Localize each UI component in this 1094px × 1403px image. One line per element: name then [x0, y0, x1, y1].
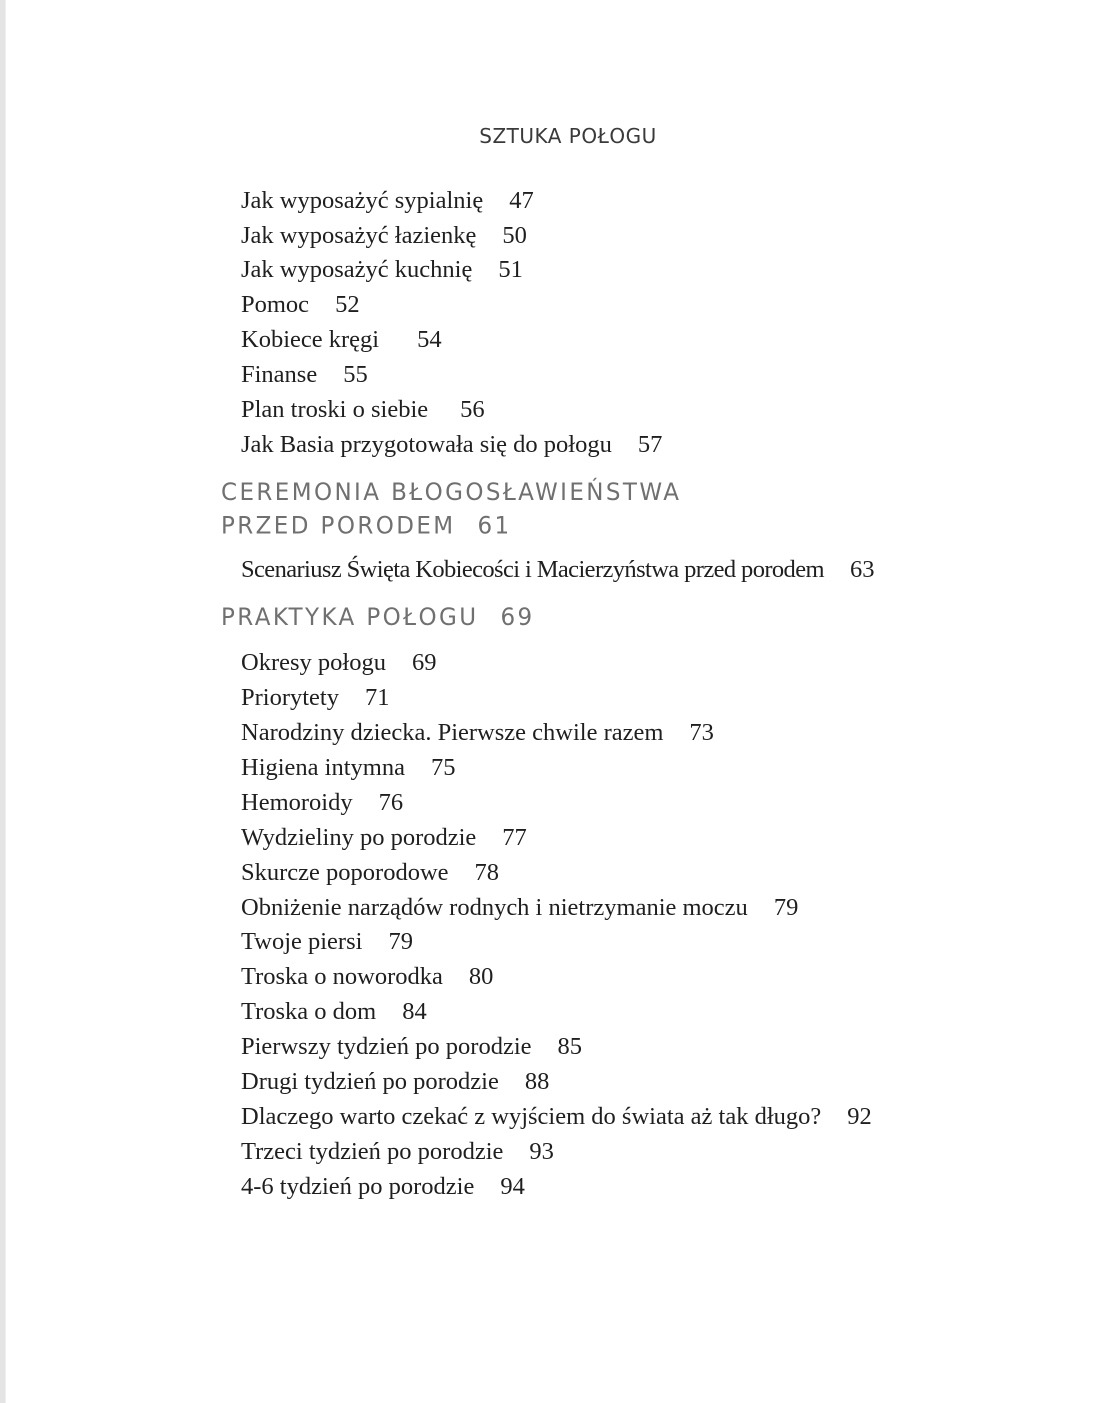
toc-entry-title: Higiena intymna: [241, 754, 405, 781]
toc-entry-title: Troska o noworodka: [241, 963, 443, 990]
toc-entry-page: 84: [402, 998, 427, 1025]
toc-entry[interactable]: [241, 430, 662, 460]
toc-entry-title: Trzeci tydzień po porodzie: [241, 1138, 504, 1165]
toc-entry-page: 63: [849, 556, 875, 583]
toc-entry-page: 80: [468, 963, 494, 990]
toc-entry-title: Finanse: [241, 361, 318, 388]
toc-entry-page: 85: [557, 1033, 583, 1060]
toc-entry-page: 54: [417, 326, 442, 353]
toc-entry[interactable]: [241, 1032, 582, 1062]
toc-entry-page: 77: [502, 824, 527, 851]
toc-entry-title: Jak Basia przygotowała się do połogu: [241, 431, 612, 458]
toc-entry[interactable]: [241, 648, 436, 678]
section-heading-page: 61: [477, 512, 512, 541]
toc-entry-title: Kobiece kręgi: [241, 326, 380, 353]
toc-entry[interactable]: [241, 927, 413, 957]
toc-entry[interactable]: [241, 290, 360, 320]
toc-entry-title: Pomoc: [241, 291, 310, 318]
toc-entry-page: 50: [502, 222, 527, 249]
toc-entry-title: Priorytety: [241, 684, 339, 711]
toc-entry-title: Jak wyposażyć sypialnię: [241, 187, 484, 214]
toc-entry[interactable]: [241, 325, 442, 355]
toc-entry[interactable]: [241, 893, 798, 923]
toc-entry[interactable]: [241, 186, 534, 216]
toc-entry-title: Okresy połogu: [241, 649, 386, 676]
toc-entry-title: Scenariusz Święta Kobiecości i Macierzyństwa przed porodem: [241, 556, 824, 583]
section-heading-ceremonia[interactable]: [221, 476, 681, 543]
toc-entry-page: 52: [335, 291, 360, 318]
toc-entry-page: 92: [847, 1103, 872, 1130]
toc-entry-title: Obniżenie narządów rodnych i nietrzymanie moczu: [241, 894, 748, 921]
toc-entry-title: Troska o dom: [241, 998, 377, 1025]
toc-entry[interactable]: [241, 1172, 525, 1202]
toc-entry[interactable]: [241, 718, 714, 748]
running-head: SZTUKA POŁOGU: [479, 124, 657, 148]
toc-entry[interactable]: [241, 1137, 554, 1167]
toc-entry-title: Narodziny dziecka. Pierwsze chwile razem: [241, 719, 664, 746]
section-heading-page: 69: [500, 604, 535, 632]
toc-entry-title: Drugi tydzień po porodzie: [241, 1068, 499, 1095]
section-heading-line1: CEREMONIA BŁOGOSŁAWIEŃSTWA: [221, 479, 682, 507]
toc-entry-title: Pierwszy tydzień po porodzie: [241, 1033, 532, 1060]
toc-entry[interactable]: [241, 255, 523, 285]
toc-entry-page: 88: [524, 1068, 550, 1095]
toc-entry-title: Jak wyposażyć kuchnię: [241, 256, 473, 283]
toc-entry[interactable]: [241, 360, 368, 390]
toc-entry[interactable]: [241, 753, 455, 783]
section-heading-praktyka[interactable]: [221, 601, 535, 635]
toc-entry-page: 71: [365, 684, 390, 711]
section-heading-line2: PRZED PORODEM: [221, 512, 456, 541]
toc-entry-title: Dlaczego warto czekać z wyjściem do świata aż tak długo?: [241, 1103, 822, 1130]
toc-entry[interactable]: [241, 1067, 549, 1097]
toc-entry-page: 78: [474, 859, 500, 886]
toc-entry-page: 69: [411, 649, 437, 676]
toc-entry[interactable]: [241, 858, 499, 888]
toc-entry-page: 73: [689, 719, 714, 746]
section-heading-title: PRAKTYKA POŁOGU: [221, 604, 479, 632]
toc-entry[interactable]: [241, 683, 390, 713]
toc-entry[interactable]: [241, 788, 403, 818]
toc-entry-title: Hemoroidy: [241, 789, 353, 816]
toc-entry-page: 79: [773, 894, 799, 921]
toc-entry-title: 4-6 tydzień po porodzie: [241, 1173, 475, 1200]
toc-entry-title: Plan troski o siebie: [241, 396, 429, 423]
toc-entry-title: Twoje piersi: [241, 928, 363, 955]
toc-entry[interactable]: [241, 997, 427, 1027]
toc-entry[interactable]: [241, 221, 527, 251]
toc-entry-title: Wydzieliny po porodzie: [241, 824, 477, 851]
toc-entry-page: 94: [500, 1173, 525, 1200]
toc-entry-page: 75: [430, 754, 456, 781]
toc-entry-title: Jak wyposażyć łazienkę: [241, 222, 477, 249]
toc-entry-page: 55: [343, 361, 368, 388]
toc-entry-page: 47: [509, 187, 534, 214]
toc-entry-page: 56: [460, 396, 485, 423]
toc-entry-page: 93: [529, 1138, 554, 1165]
toc-entry-title: Skurcze poporodowe: [241, 859, 449, 886]
toc-entry[interactable]: [241, 823, 527, 853]
toc-entry[interactable]: [241, 555, 874, 585]
toc-entry-page: 57: [637, 431, 663, 458]
toc-entry-page: 51: [498, 256, 523, 283]
toc-entry[interactable]: [241, 395, 485, 425]
toc-entry-page: 79: [388, 928, 413, 955]
toc-entry-page: 76: [378, 789, 404, 816]
page-edge-shadow: [0, 0, 6, 1403]
toc-entry[interactable]: [241, 1102, 872, 1132]
toc-entry[interactable]: [241, 962, 493, 992]
